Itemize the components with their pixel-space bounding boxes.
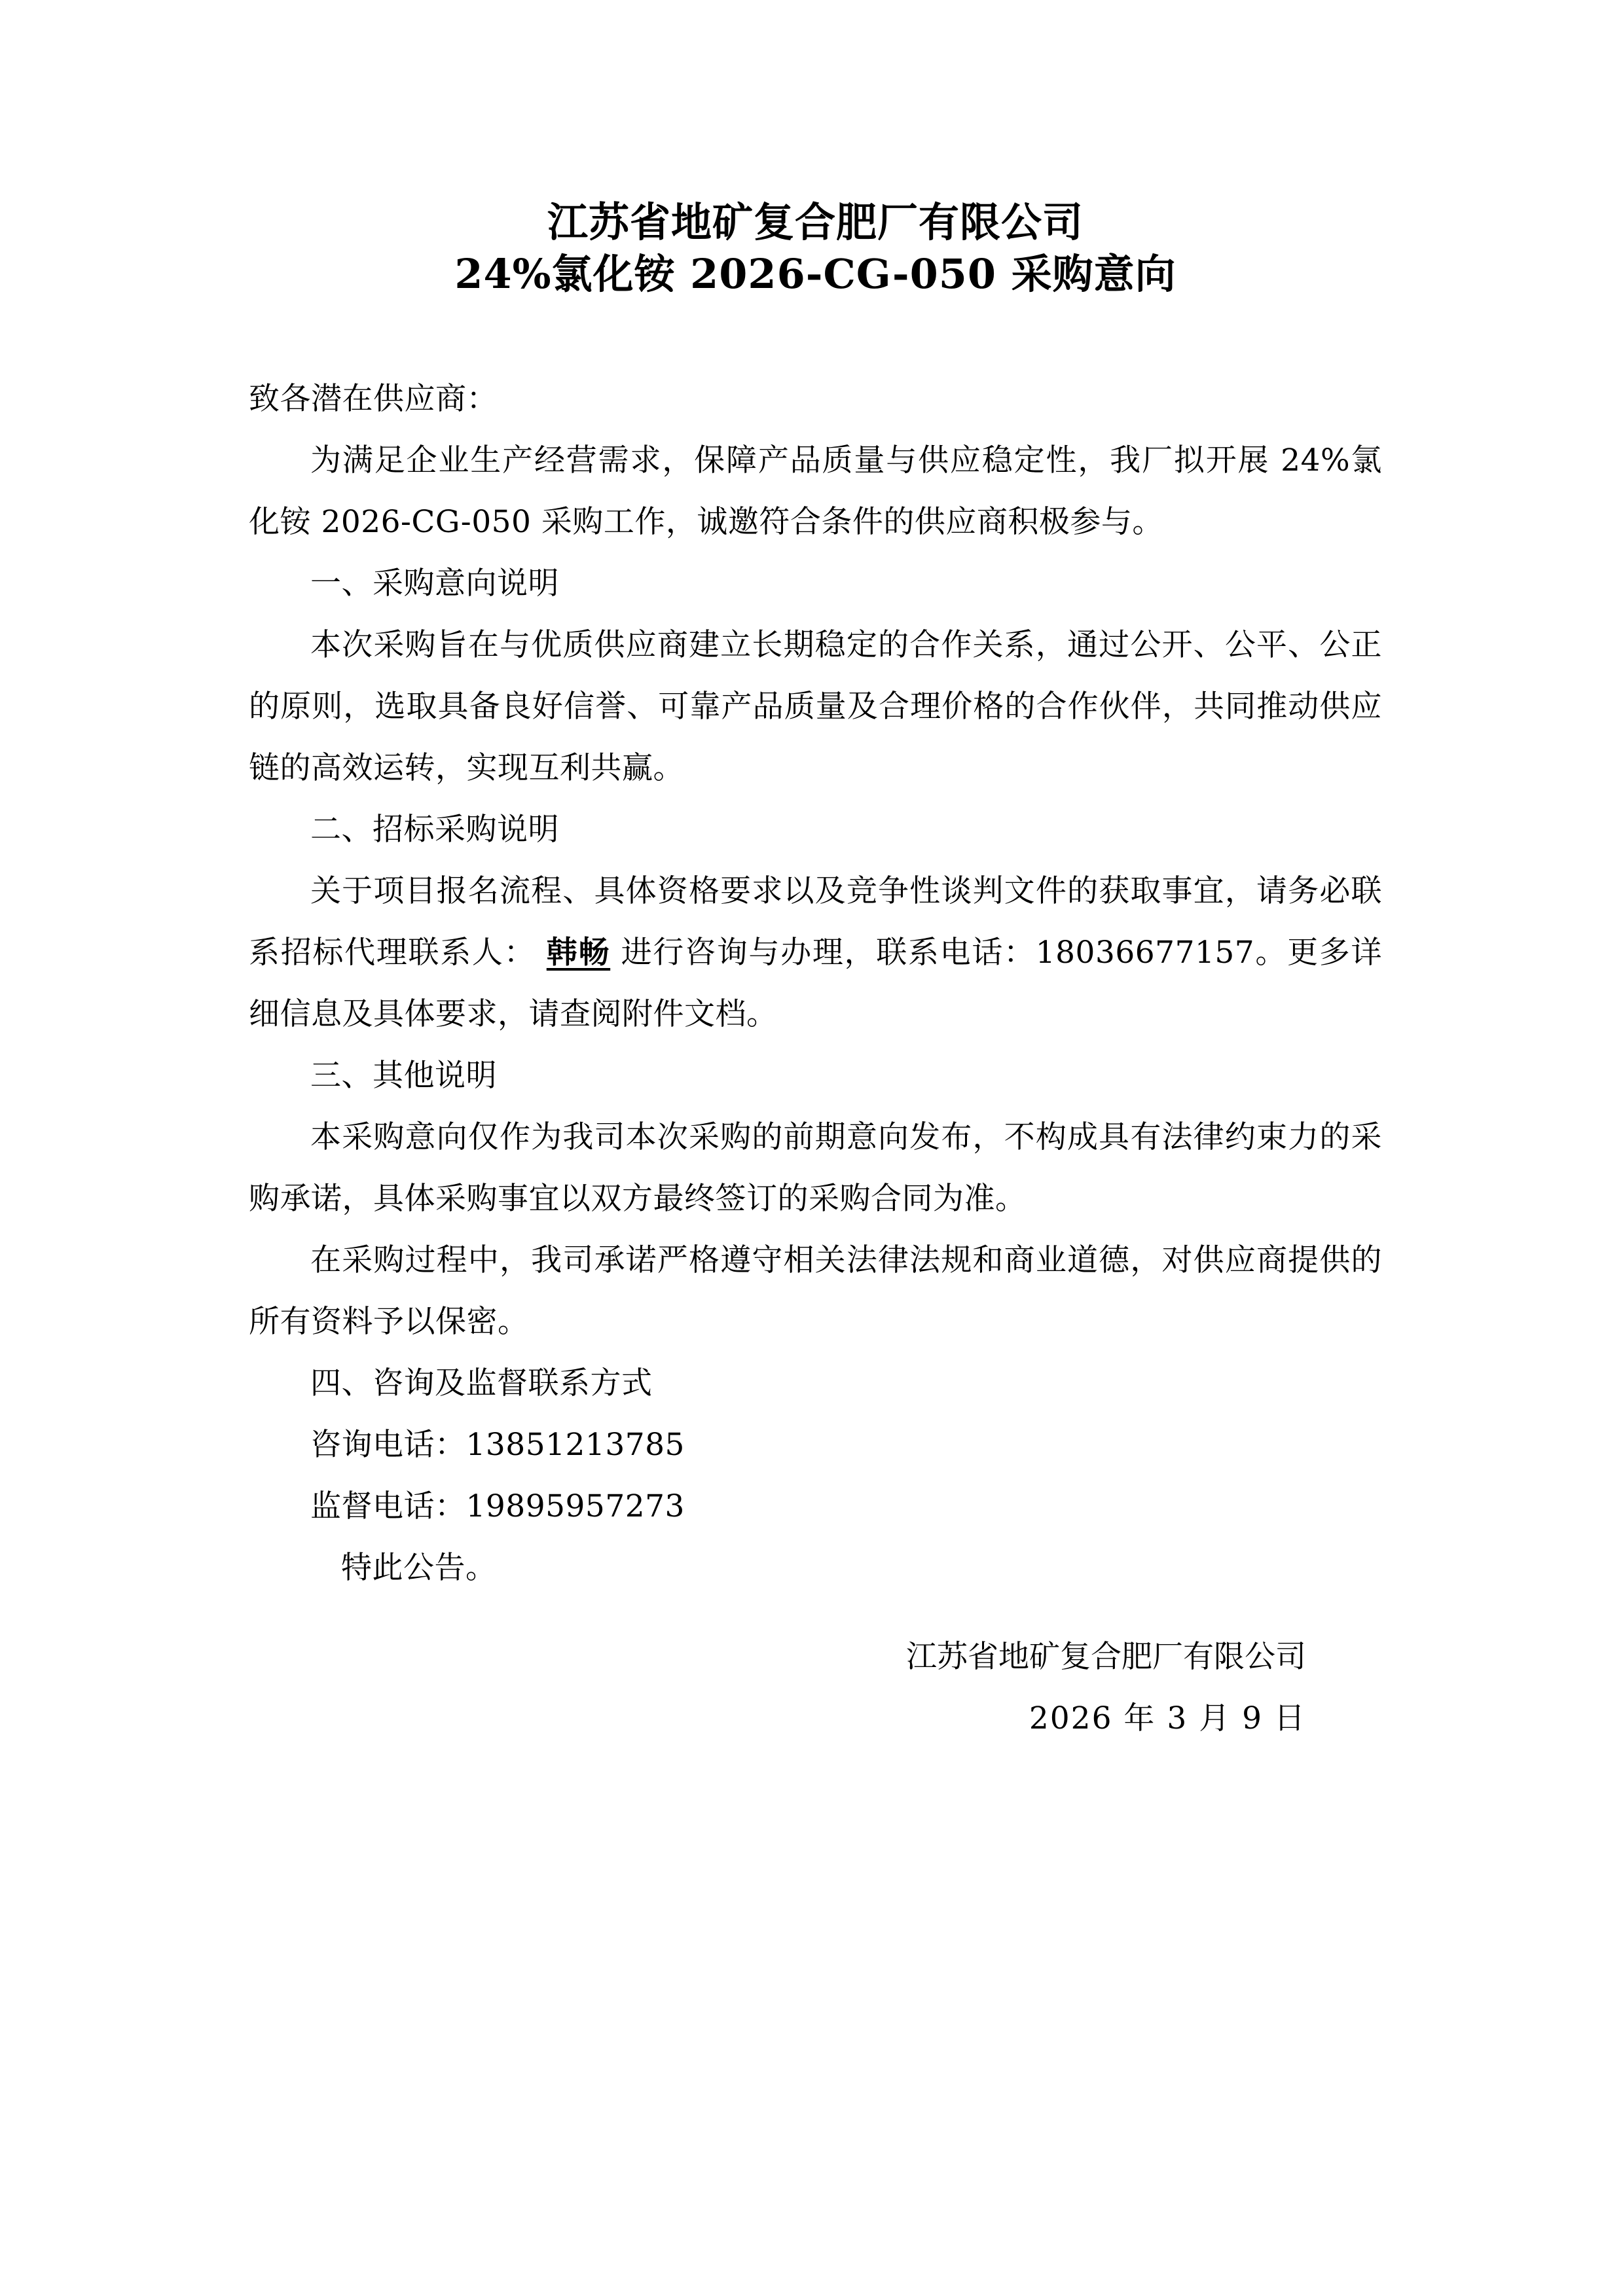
intro-paragraph: 为满足企业生产经营需求，保障产品质量与供应稳定性，我厂拟开展 24%氯化铵 2026-CG-050 采购工作，诚邀符合条件的供应商积极参与。 [249, 442, 1382, 540]
signature-block [249, 1626, 1382, 1749]
section-3-paragraph-1: 本采购意向仅作为我司本次采购的前期意向发布，不构成具有法律约束力的采购承诺，具体采购事宜以双方最终签订的采购合同为准。 [249, 1119, 1382, 1217]
supervision-phone-line: 监督电话：19895957273 [310, 1488, 685, 1524]
section-2-contact-paragraph [249, 861, 1382, 1045]
contact-phone-number: 18036677157 [1035, 934, 1255, 971]
section-heading-2: 二、招标采购说明 [310, 811, 559, 848]
consultation-phone-line: 咨询电话：13851213785 [310, 1426, 685, 1463]
salutation: 致各潜在供应商： [249, 380, 498, 417]
signature-organization: 江苏省地矿复合肥厂有限公司 [906, 1638, 1306, 1675]
section-3-paragraph-2: 在采购过程中，我司承诺严格遵守相关法律法规和商业道德，对供应商提供的所有资料予以保密。 [249, 1242, 1382, 1340]
page-title [249, 196, 1382, 300]
contact-middle-text: 进行咨询与办理，联系电话： [621, 934, 1036, 971]
closing-statement: 特此公告。 [341, 1549, 497, 1586]
section-1-paragraph-1: 本次采购旨在与优质供应商建立长期稳定的合作关系，通过公开、公平、公正的原则，选取具备良好信誉、可靠产品质量及合理价格的合作伙伴，共同推动供应链的高效运转，实现互利共赢。 [249, 626, 1382, 786]
title-line-company: 江苏省地矿复合肥厂有限公司 [547, 198, 1084, 246]
section-heading-4: 四、咨询及监督联系方式 [310, 1365, 653, 1401]
section-heading-3: 三、其他说明 [310, 1057, 497, 1094]
section-heading-1: 一、采购意向说明 [310, 565, 559, 601]
contact-tail-text: 。更多详细信息及具体要求，请查阅附件文档。 [249, 934, 1382, 1032]
title-line-subject: 24%氯化铵 2026-CG-050 采购意向 [454, 250, 1176, 298]
contact-person-name: 韩畅 [546, 934, 611, 971]
document-body [249, 368, 1382, 1599]
contact-intro-text: 关于项目报名流程、具体资格要求以及竞争性谈判文件的获取事宜，请务必联系招标代理联系人： [249, 872, 1382, 971]
signature-date: 2026 年 3 月 9 日 [1029, 1700, 1306, 1736]
